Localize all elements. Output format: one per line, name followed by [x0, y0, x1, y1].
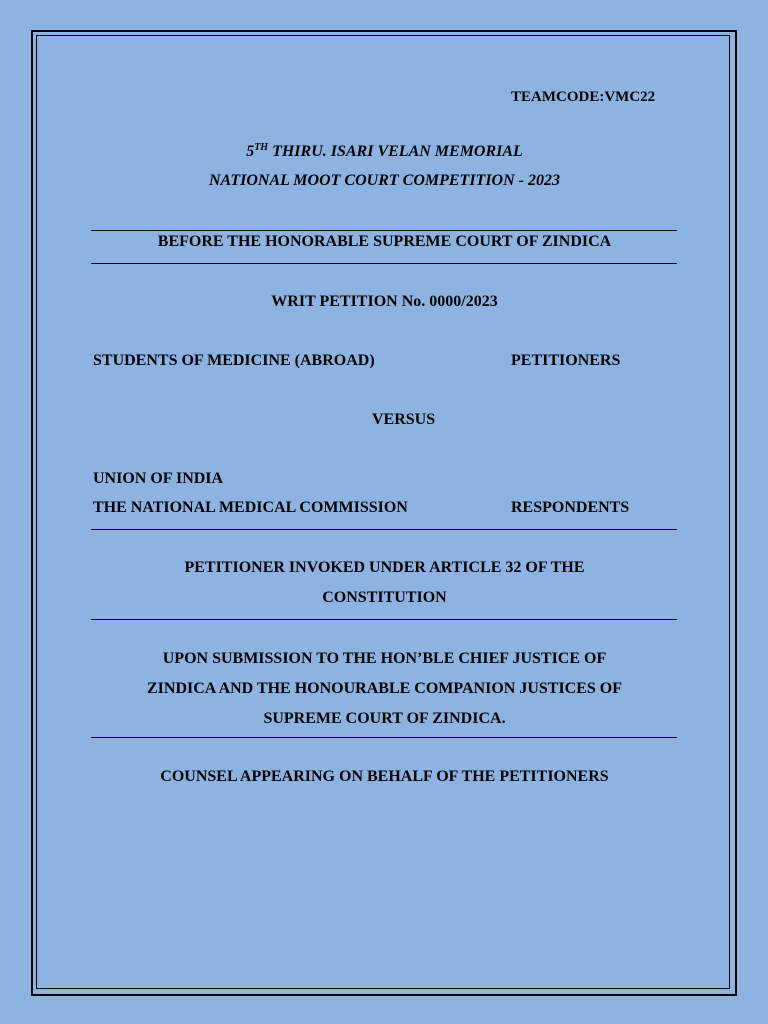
invocation-line2: CONSTITUTION	[322, 589, 447, 606]
competition-ordinal-number: 5	[246, 143, 255, 160]
divider	[91, 529, 677, 530]
petition-number: WRIT PETITION No. 0000/2023	[271, 293, 498, 310]
invocation-line1: PETITIONER INVOKED UNDER ARTICLE 32 OF THE	[184, 559, 585, 576]
versus-label: VERSUS	[372, 411, 436, 428]
respondent-name-1: UNION OF INDIA	[93, 470, 224, 487]
competition-title-line1	[92, 137, 677, 167]
competition-title-line2: NATIONAL MOOT COURT COMPETITION - 2023	[209, 172, 560, 189]
court-heading: BEFORE THE HONORABLE SUPREME COURT OF ZINDICA	[157, 233, 612, 250]
respondent-name-2: THE NATIONAL MEDICAL COMMISSION	[93, 499, 408, 516]
petitioner-role: PETITIONERS	[511, 352, 621, 369]
respondent-role: RESPONDENTS	[511, 499, 630, 516]
petitioner-name: STUDENTS OF MEDICINE (ABROAD)	[93, 352, 375, 369]
team-code: TEAMCODE:VMC22	[511, 89, 656, 105]
divider	[91, 263, 677, 264]
competition-ordinal-suffix: TH	[254, 142, 269, 153]
counsel-heading: COUNSEL APPEARING ON BEHALF OF THE PETITIONERS	[160, 768, 609, 785]
submission-line3: SUPREME COURT OF ZINDICA.	[263, 710, 506, 727]
competition-title-rest: THIRU. ISARI VELAN MEMORIAL	[268, 143, 523, 160]
submission-line2: ZINDICA AND THE HONOURABLE COMPANION JUSTICES OF	[146, 680, 623, 697]
submission-line1: UPON SUBMISSION TO THE HON’BLE CHIEF JUSTICE OF	[162, 650, 607, 667]
divider	[91, 737, 677, 738]
divider	[91, 619, 677, 620]
